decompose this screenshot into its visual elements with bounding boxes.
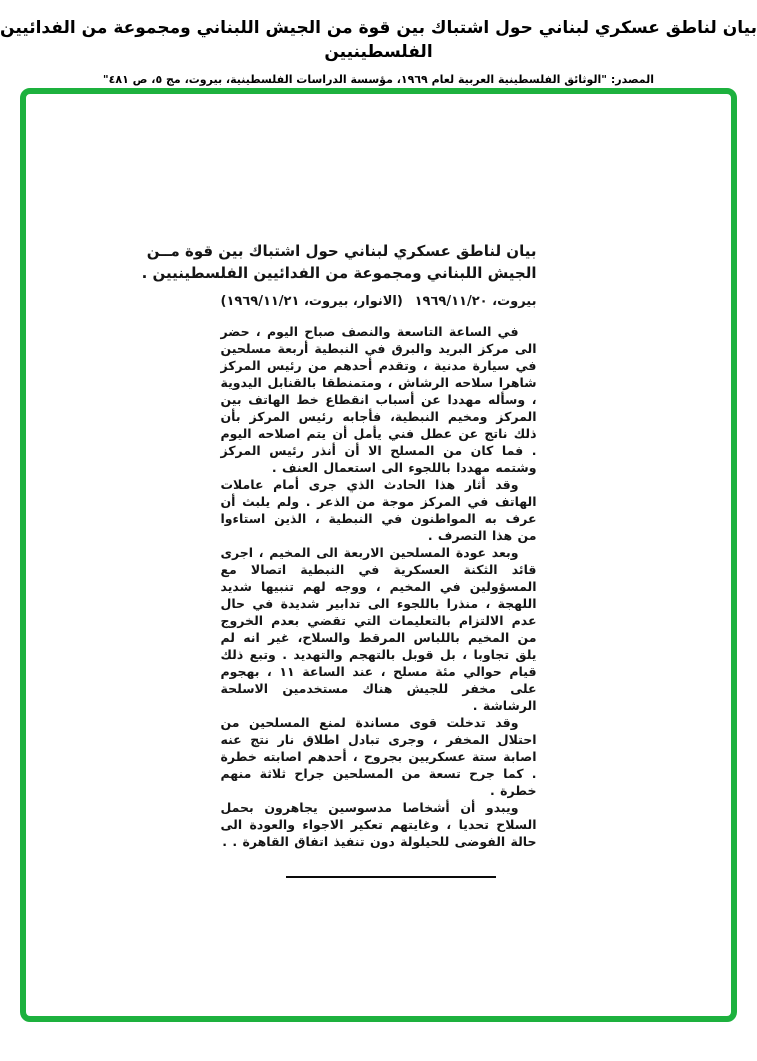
dateline-source-ref: (الانوار، بيروت، ١٩٦٩/١١/٢١)	[220, 294, 403, 309]
paragraph-3: وبعد عودة المسلحين الاربعة الى المخيم ، اجرى قائد الثكنة العسكرية في النبطية اتصالا مع المسؤولين في المخيم ، ووجه لهم تنبيها شديد اللهجة ، منذرا باللجوء الى تدابير شديدة في حال عدم الالتزام بالتعليمات التي تقضي بعدم الخروج من المخيم باللباس المرقط والسلاح، غير انه لم يلق تجاوبا ، بل قوبل بالتهجم والتهديد . وتبع ذلك قيام حوالي مئة مسلح ، عند الساعة ١١ ، بهجوم على مخفر للجيش هناك مستخدمين الاسلحة الرشاشة .	[220, 545, 537, 713]
paragraph-1: في الساعة التاسعة والنصف صباح اليوم ، حضر الى مركز البريد والبرق في النبطية أربعة مسلحين في سيارة مدنية ، وتقدم أحدهم من رئيس المركز شاهرا سلاحه الرشاش ، ومتمنطقا بالقنابل اليدوية ، وسأله مهددا عن أسباب انقطاع خط الهاتف بين المركز ومخيم النبطية، فأجابه رئيس المركز بأن ذلك ناتج عن عطل فني يأمل أن يتم اصلاحه اليوم . فما كان من المسلح الا أن أنذر رئيس المركز وشتمه مهددا باللجوء الى استعمال العنف .	[220, 324, 537, 475]
end-divider	[286, 876, 496, 878]
dateline	[221, 294, 537, 309]
document-title-line-1: بيان لناطق عسكري لبناني حول اشتباك بين قوة مــن	[146, 242, 537, 260]
document-page	[141, 94, 537, 878]
document-title	[141, 240, 537, 284]
header-source-citation: المصدر: "الوثائق الفلسطينية العربية لعام ١٩٦٩، مؤسسة الدراسات الفلسطينية، بيروت، مج ٥، ص ٤٨١"	[102, 73, 655, 86]
paragraph-2: وقد أثار هذا الحادث الذي جرى أمام عاملات الهاتف في المركز موجة من الذعر . ولم يلبث أن عرف به المواطنون في النبطية ، الذين استاءوا من هذا التصرف .	[220, 477, 537, 543]
dateline-city-date: بيروت، ١٩٦٩/١١/٢٠	[414, 294, 537, 309]
header-title: بيان لناطق عسكري لبناني حول اشتباك بين قوة من الجيش اللبناني ومجموعة من الفدائيين الفلسطينيين	[0, 18, 757, 62]
page-header	[0, 16, 757, 87]
paragraph-4: وقد تدخلت قوى مساندة لمنع المسلحين من احتلال المخفر ، وجرى تبادل اطلاق نار نتج عنه اصابة ستة عسكريين بجروح ، أحدهم اصابته خطرة . كما جرح تسعة من المسلحين جراح ثلاثة منهم خطرة .	[220, 715, 537, 798]
document-frame	[20, 88, 737, 1022]
document-title-line-2: الجيش اللبناني ومجموعة من الفدائيين الفلسطينيين .	[141, 264, 537, 282]
paragraph-5: ويبدو أن أشخاصا مدسوسين يجاهرون بحمل السلاح تحديا ، وغايتهم تعكير الاجواء والعودة الى حالة الفوضى للحيلولة دون تنفيذ اتفاق القاهرة . .	[220, 800, 537, 849]
document-body	[221, 323, 537, 850]
